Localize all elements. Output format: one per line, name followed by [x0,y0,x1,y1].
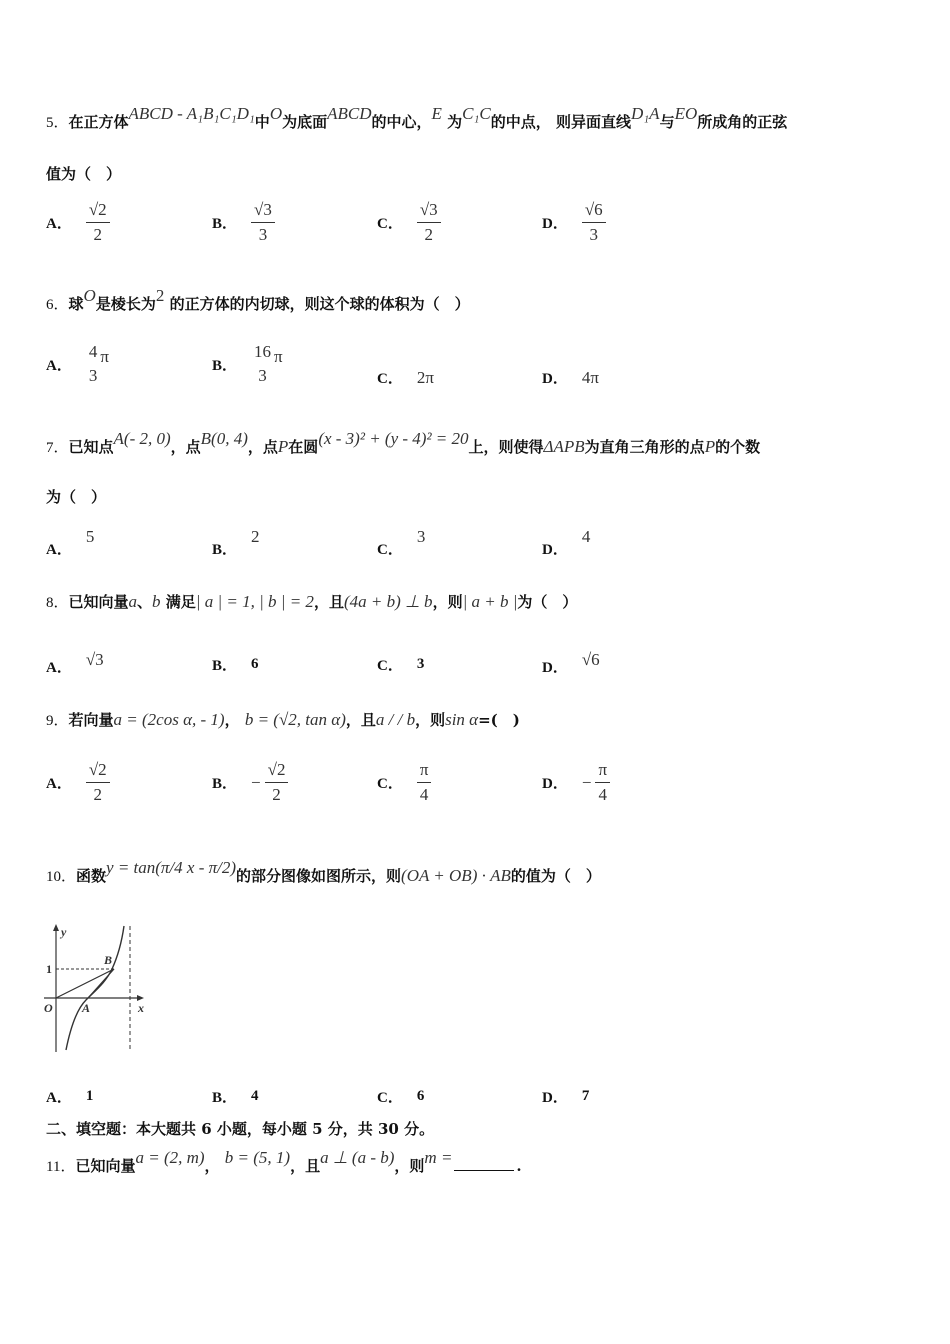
question-text: 在正方体 [68,113,129,131]
section-heading: 二、填空题：本大题共 6 小题，每小题 5 分，共 30 分。 [46,1120,435,1138]
q5-option-b[interactable] [212,200,275,245]
question-text: 的值为（ ） [510,867,601,885]
question-text: ，则 [432,593,463,611]
question-text: 若向量 [68,711,114,729]
question-text: 的中点， 则异面直线 [490,113,631,131]
question-text: 上，则使得 [468,438,544,456]
question-text: 已知向量 [68,593,129,611]
option-label: B． [212,542,238,558]
option-value: 6 [251,656,259,672]
math-perpendicular: a ⊥ (a - b) [320,1148,395,1167]
math-edge: C₁C [462,104,491,123]
question-text: ，点 [247,438,278,456]
math-function: y = tan(π/4 x - π/2) [106,858,237,877]
question-text: 、 [137,593,153,611]
fraction [251,342,274,386]
question-10 [46,858,916,886]
option-value: 7 [581,1088,590,1104]
question-9 [46,710,916,730]
q10-option-b[interactable] [212,1086,273,1107]
q9-option-b[interactable] [212,760,288,805]
q10-option-d[interactable] [542,1086,603,1107]
math-vector-b: b [152,592,161,611]
math-vector-a: a = (2cos α, - 1) [113,710,225,729]
segment-ab [88,969,114,998]
option-label: C． [377,216,403,232]
question-text: 为（ ） [517,593,578,611]
math-sin: sin α [445,710,479,729]
question-text: 的个数 [715,438,761,456]
question-11 [46,1148,916,1176]
question-text: 球 [68,295,84,313]
option-label: A． [46,776,72,792]
math-parallel: a / / b [375,710,416,729]
math-point-e: E [431,104,442,123]
pi-symbol: π [100,347,109,366]
question-number: 11． [46,1159,76,1175]
math-point-p: P [704,437,716,456]
question-text: =( ) [478,711,520,729]
question-text: 已知点 [68,438,114,456]
option-label: D． [542,660,568,676]
fraction-numerator: √3 [417,200,441,223]
question-number: 10． [46,869,77,885]
math-cube: ABCD - A₁B₁C₁D₁ [128,104,255,123]
option-value: 4π [581,367,599,387]
option-value: √3 [85,649,104,669]
question-text: 与 [659,113,675,131]
question-text: ， [204,1157,220,1175]
fraction-denominator: 4 [598,785,607,804]
question-text: 中 [254,113,270,131]
fraction-numerator: π [595,760,610,783]
option-label: A． [46,216,72,232]
fraction-numerator: √2 [86,760,110,783]
math-point-o: O [83,286,96,305]
math-norm: | a + b | [462,592,518,611]
fraction-denominator: 2 [424,225,434,244]
option-label: D． [542,1090,568,1106]
question-7-line-2: 为（ ） [46,488,107,506]
math-point-o: O [269,104,283,123]
fraction-numerator: 4 [88,342,98,361]
option-label: A． [46,1090,72,1106]
question-text: ， [224,711,240,729]
math-vector-a: a = (2, m) [135,1148,205,1167]
q10-option-a[interactable] [46,1086,107,1107]
fraction [265,760,289,805]
question-text: ，且 [345,711,376,729]
q7-option-b[interactable] [212,522,260,559]
q7-option-c[interactable] [377,522,425,559]
question-text: 已知向量 [75,1157,136,1175]
question-5 [46,104,916,132]
q9-option-d[interactable] [542,760,610,805]
q7-option-d[interactable] [542,522,590,559]
fraction-numerator: 16 [254,342,272,361]
math-expression: (OA + OB) · AB [401,866,511,885]
question-number: 5． [46,115,69,131]
question-text: 是棱长为 [95,295,156,313]
fraction-numerator: √2 [265,760,289,783]
option-label: B． [212,1090,238,1106]
fraction [417,760,432,805]
option-label: D． [542,371,568,387]
option-value: 1 [85,1088,94,1104]
q5-option-c[interactable] [377,200,441,245]
math-edge: 2 [155,286,165,305]
option-label: C． [377,776,403,792]
q8-option-b[interactable] [212,654,273,675]
option-label: A． [46,660,72,676]
option-value: 4 [581,526,591,546]
fraction-denominator: 3 [258,366,267,385]
fraction-denominator: 2 [93,785,103,804]
question-text: 的正方体的内切球，则这个球的体积为（ ） [169,295,470,313]
option-value: 3 [416,526,426,546]
question-text: . [516,1157,522,1175]
math-point-a: A(- 2, 0) [113,429,171,448]
fraction-denominator: 3 [589,225,599,244]
fraction [595,760,610,805]
option-value: 6 [416,1088,425,1104]
math-circle: (x - 3)² + (y - 4)² = 20 [318,429,469,448]
fraction-denominator: 3 [88,366,98,385]
fraction-denominator: 2 [272,785,281,804]
math-perpendicular: (4a + b) ⊥ b [343,592,433,611]
option-label: A． [46,542,72,558]
question-text: 为直角三角形的点 [584,438,705,456]
minus-sign: − [251,772,261,792]
option-label: A． [46,357,72,374]
option-label: D． [542,776,568,792]
option-label: B． [212,776,238,792]
question-8 [46,592,916,612]
fraction [86,200,110,245]
question-text: 为 [447,113,463,131]
q6-option-a[interactable] [46,342,109,386]
segment-ob [56,969,114,998]
math-line-2: EO [674,104,698,123]
q9-option-a[interactable] [46,760,110,805]
question-text: ，点 [170,438,201,456]
math-vector-a: a [128,592,138,611]
option-label: D． [542,542,568,558]
label-one: 1 [46,962,52,976]
option-value: 2π [416,367,434,387]
math-point-b: B(0, 4) [200,429,248,448]
q9-option-c[interactable] [377,760,431,805]
question-text: 函数 [76,867,107,885]
option-label: C． [377,371,403,387]
answer-blank[interactable] [454,1170,514,1171]
question-number: 9． [46,713,69,729]
option-label: C． [377,542,403,558]
label-b: B [104,953,113,967]
q6-option-d[interactable] [542,367,599,388]
question-number: 6． [46,297,69,313]
question-number: 7． [46,440,69,456]
fraction-numerator: √2 [86,200,110,223]
label-a: A [82,1001,91,1015]
fraction [417,200,441,245]
math-vector-b: b = (5, 1) [224,1148,291,1167]
option-label: B． [212,216,238,232]
option-value: 3 [416,656,425,672]
question-text: 的部分图像如图所示，则 [236,867,402,885]
q10-option-c[interactable] [377,1086,438,1107]
option-value: 5 [85,526,95,546]
question-6 [46,286,916,314]
question-text: 为底面 [282,113,328,131]
option-value: 2 [251,526,260,546]
fraction-denominator: 2 [93,225,103,244]
question-text: ，则 [394,1157,425,1175]
q6-option-c[interactable] [377,367,434,388]
question-5-line-2: 值为（ ） [46,165,122,183]
fraction [251,200,275,245]
option-label: B． [212,658,238,674]
fraction-numerator: √3 [251,200,275,223]
fraction [582,200,606,245]
label-y: y [61,925,67,939]
pi-symbol: π [274,347,283,366]
q7-option-a[interactable] [46,522,94,559]
option-label: C． [377,658,403,674]
math-line-1: D₁A [630,104,660,123]
math-point-p: P [277,437,289,456]
question-text: ，且 [313,593,344,611]
y-arrow [53,924,59,931]
tangent-graph [40,922,150,1054]
q8-option-a[interactable] [46,642,104,677]
math-triangle: ΔAPB [543,437,585,456]
question-number: 8． [46,595,69,611]
option-label: D． [542,216,568,232]
math-base: ABCD [327,104,372,123]
option-label: B． [212,357,238,374]
q5-option-d[interactable] [542,200,606,245]
question-text: 满足 [165,593,196,611]
fraction [86,342,101,386]
q8-option-d[interactable] [542,642,600,677]
option-value: √6 [581,649,600,669]
fraction-numerator: π [417,760,432,783]
math-m: m = [424,1148,453,1167]
question-text: 所成角的正弦 [697,113,788,131]
fraction [86,760,110,805]
question-text: ，且 [290,1157,321,1175]
label-o: O [44,1001,53,1015]
q6-option-b[interactable] [212,342,283,386]
question-7 [46,429,916,457]
fraction-denominator: 3 [258,225,268,244]
math-condition: | a | = 1, | b | = 2 [195,592,314,611]
q8-option-c[interactable] [377,654,438,675]
fraction-denominator: 4 [419,785,429,804]
minus-sign: − [581,772,592,792]
fraction-numerator: √6 [582,200,606,223]
question-text: ，则 [415,711,446,729]
option-label: C． [377,1090,403,1106]
question-text: 的中心， [371,113,432,131]
label-x: x [138,1001,144,1015]
q5-option-a[interactable] [46,200,110,245]
option-value: 4 [251,1088,259,1104]
math-vector-b: b = (√2, tan α) [244,710,346,729]
question-text: 在圆 [288,438,319,456]
